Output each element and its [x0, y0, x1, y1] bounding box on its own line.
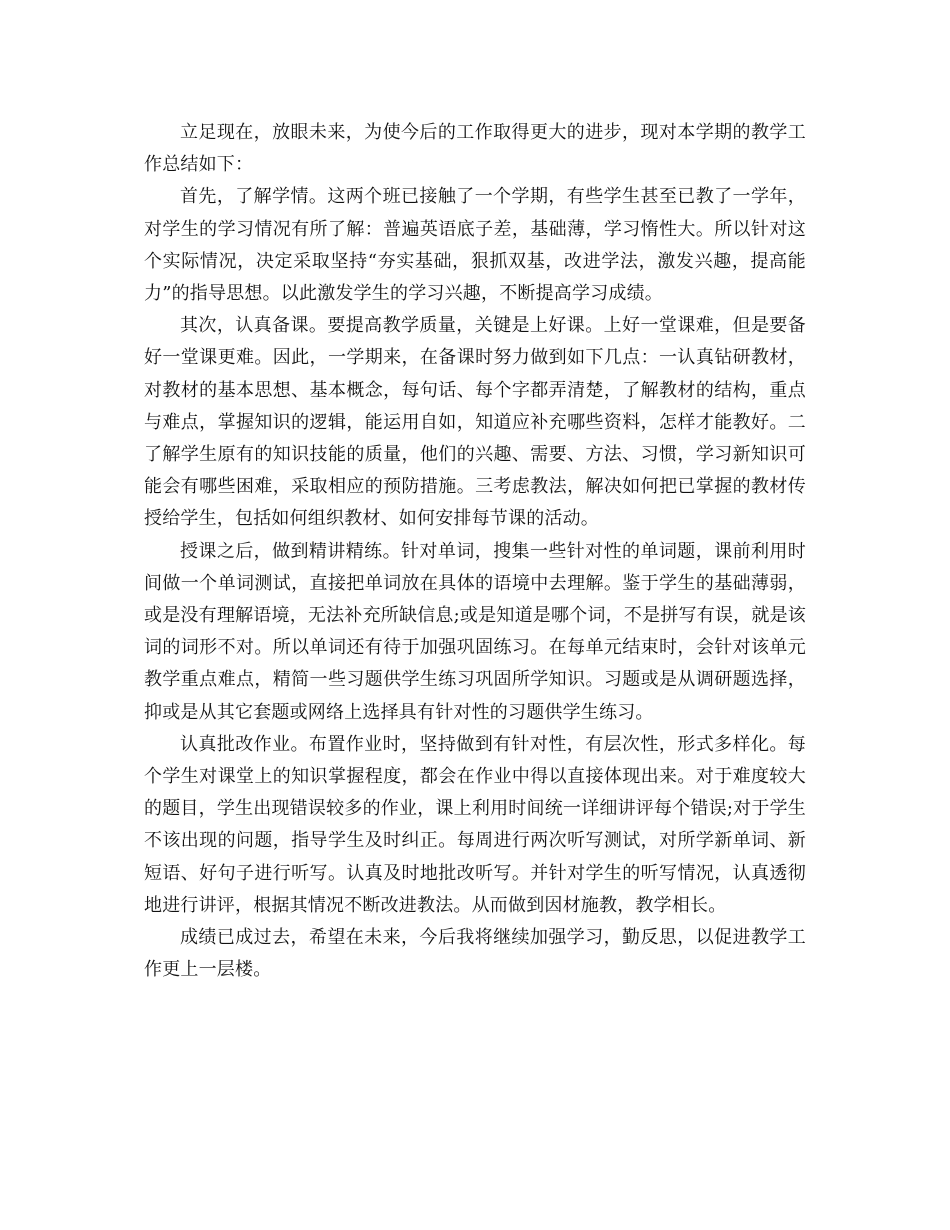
paragraph-teaching-practice: 授课之后，做到精讲精练。针对单词，搜集一些针对性的单词题，课前利用时间做一个单词测试，直接把单词放在具体的语境中去理解。鉴于学生的基础薄弱，或是没有理解语境，无法补充所缺信息;或是知道是哪个词，不是拼写有误，就是该词的词形不对。所以单词还有待于加强巩固练习。在每单元结束时，会针对该单元教学重点难点，精简一些习题供学生练习巩固所学知识。习题或是从调研题选择，抑或是从其它套题或网络上选择具有针对性的习题供学生练习。 [144, 540, 806, 723]
paragraph-intro: 立足现在，放眼未来，为使今后的工作取得更大的进步，现对本学期的教学工作总结如下： [144, 122, 806, 176]
paragraph-homework-correction: 认真批改作业。布置作业时，坚持做到有针对性，有层次性，形式多样化。每个学生对课堂上的知识掌握程度，都会在作业中得以直接体现出来。对于难度较大的题目，学生出现错误较多的作业，课上利用时间统一详细讲评每个错误;对于学生不该出现的问题，指导学生及时纠正。每周进行两次听写测试，对所学新单词、新短语、好句子进行听写。认真及时地批改听写。并针对学生的听写情况，认真透彻地进行讲评，根据其情况不断改进教法。从而做到因材施教，教学相长。 [144, 733, 806, 916]
document-body [144, 117, 806, 986]
paragraph-conclusion: 成绩已成过去，希望在未来，今后我将继续加强学习，勤反思，以促进教学工作更上一层楼。 [144, 927, 806, 981]
paragraph-student-situation: 首先，了解学情。这两个班已接触了一个学期，有些学生甚至已教了一学年，对学生的学习情况有所了解：普遍英语底子差，基础薄，学习惰性大。所以针对这个实际情况，决定采取坚持“夯实基础，狠抓双基，改进学法，激发兴趣，提高能力”的指导思想。以此激发学生的学习兴趣，不断提高学习成绩。 [144, 186, 806, 305]
paragraph-lesson-preparation: 其次，认真备课。要提高教学质量，关键是上好课。上好一堂课难，但是要备好一堂课更难。因此，一学期来，在备课时努力做到如下几点：一认真钻研教材，对教材的基本思想、基本概念，每句话、每个字都弄清楚，了解教材的结构，重点与难点，掌握知识的逻辑，能运用自如，知道应补充哪些资料，怎样才能教好。二了解学生原有的知识技能的质量，他们的兴趣、需要、方法、习惯，学习新知识可能会有哪些困难，采取相应的预防措施。三考虑教法，解决如何把已掌握的教材传授给学生，包括如何组织教材、如何安排每节课的活动。 [144, 315, 806, 530]
